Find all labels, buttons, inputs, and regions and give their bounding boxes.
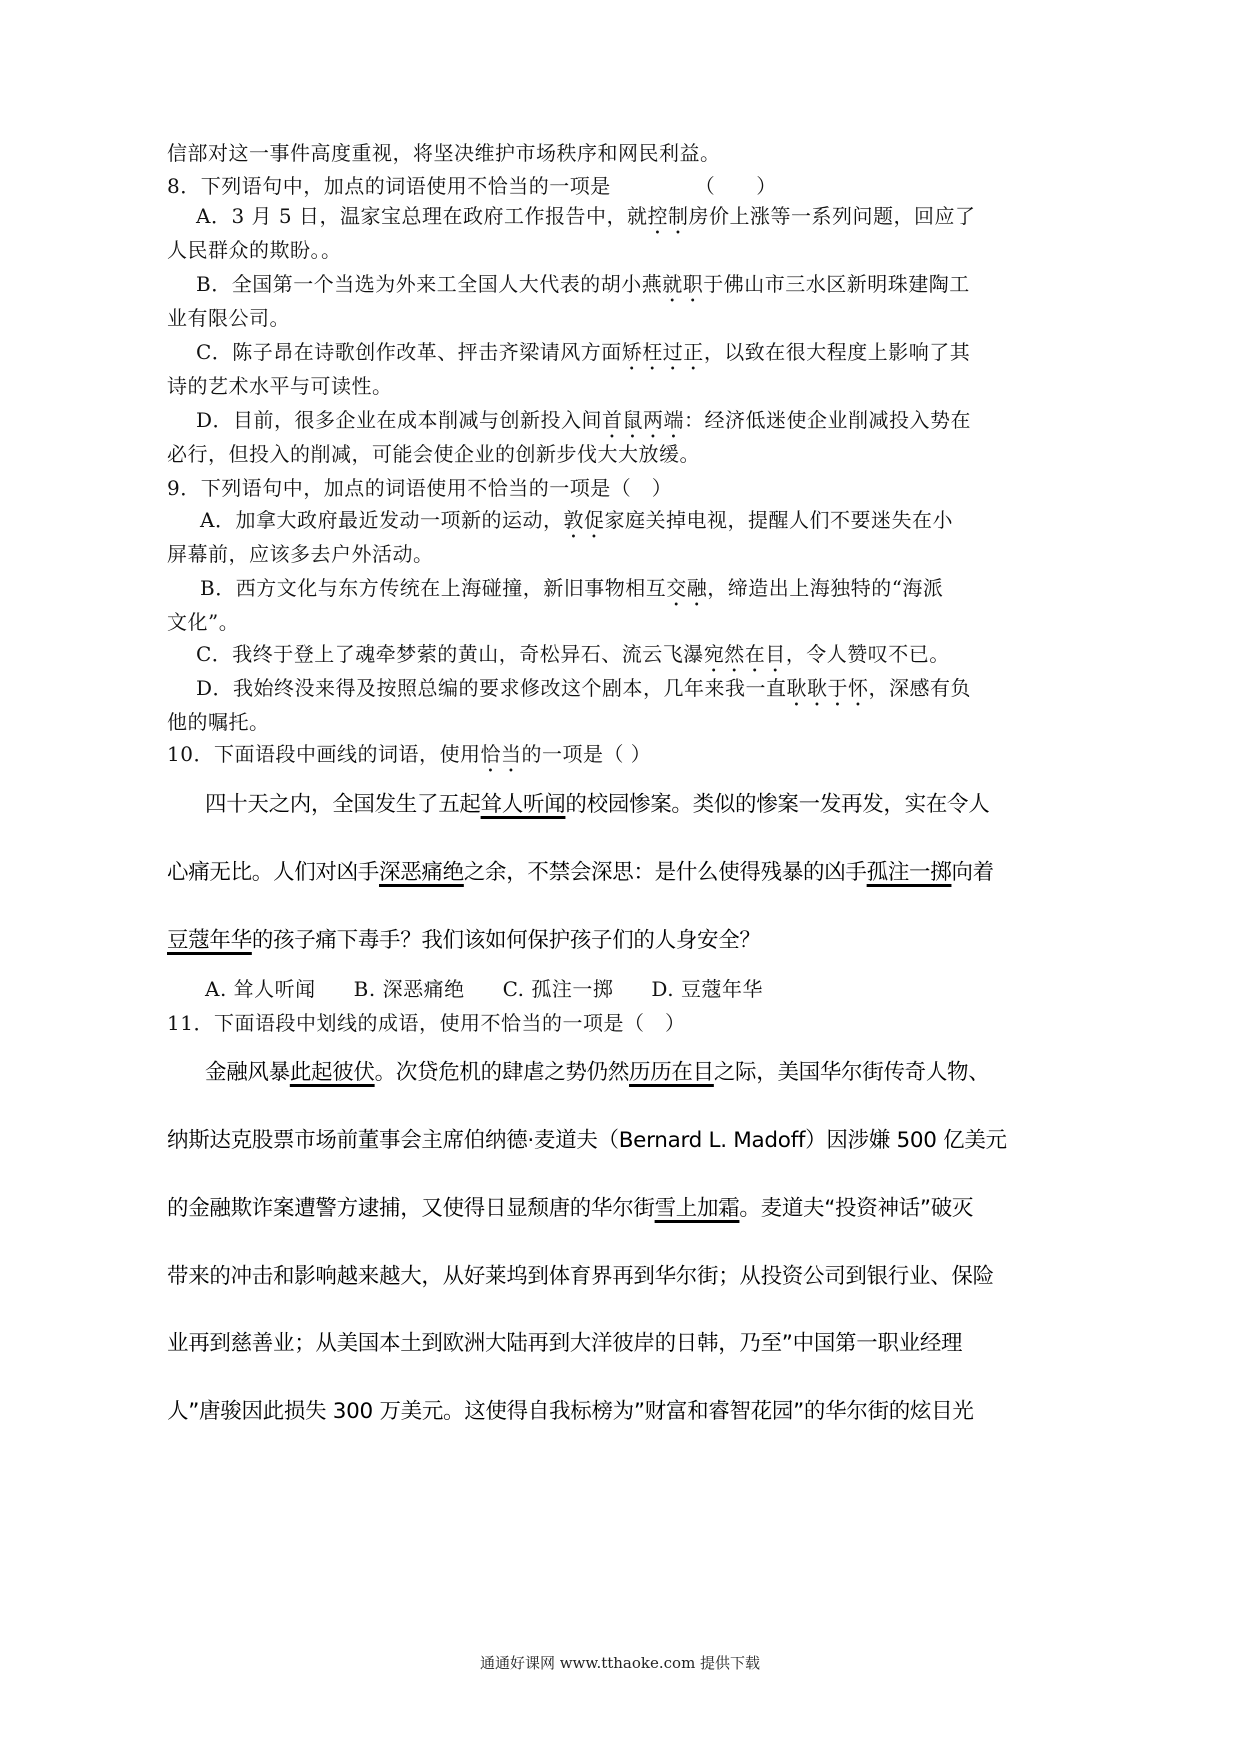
- option-text: ，以致在很大程度上影响了其: [703, 340, 971, 364]
- option-text: ，深感有负: [868, 676, 972, 700]
- option-text: A．加拿大政府最近发动一项新的运动，: [200, 508, 564, 532]
- option-d: D. 豆蔻年华: [651, 977, 763, 1001]
- intro-tail-line: 信部对这一事件高度重视，将坚决维护市场秩序和网民利益。: [167, 141, 721, 165]
- option-b: B. 深恶痛绝: [353, 977, 465, 1001]
- stem-text: 10．下面语段中画线的词语，使用: [167, 742, 481, 766]
- q10-options: [205, 977, 763, 1001]
- dotted-word: 矫枉过正: [621, 340, 704, 364]
- q11-passage-line-1: [205, 1061, 989, 1085]
- underlined-word: 深恶痛绝: [379, 860, 464, 885]
- q8-option-a: [196, 204, 975, 239]
- passage-text: 向着: [951, 860, 994, 885]
- q9-option-b-cont: 文化”。: [167, 610, 240, 634]
- option-text: ：经济低迷使企业削减投入势在: [684, 408, 972, 432]
- q10-passage-line-3: [167, 929, 761, 953]
- underlined-word: 雪上加霜: [654, 1196, 740, 1221]
- dotted-word: 敦促: [563, 508, 605, 532]
- q9-option-b: [200, 576, 943, 611]
- option-text: 于佛山市三水区新明珠建陶工: [703, 272, 970, 296]
- dotted-word: 就职: [662, 272, 704, 296]
- q8-option-c: [196, 340, 970, 375]
- underlined-word: 历历在目: [629, 1060, 714, 1085]
- q9-option-a-cont: 屏幕前，应该多去户外活动。: [167, 542, 434, 566]
- q8-option-a-cont: 人民群众的欺盼。。: [167, 238, 342, 262]
- q9-option-d-cont: 他的嘱托。: [167, 710, 270, 734]
- q11-passage-line-5: 业再到慈善业；从美国本土到欧洲大陆再到大洋彼岸的日韩，乃至”中国第一职业经理: [167, 1331, 963, 1356]
- underlined-word: 此起彼伏: [289, 1060, 375, 1085]
- stem-text: 的一项是（ ）: [521, 742, 652, 766]
- passage-text: 心痛无比。人们对凶手: [167, 860, 380, 885]
- q9-option-c: [196, 642, 950, 677]
- option-text: A．3 月 5 日，温家宝总理在政府工作报告中，就: [196, 204, 648, 228]
- underlined-word: 豆蔻年华: [167, 928, 252, 953]
- q8-option-b: [196, 272, 970, 307]
- passage-text: 的校园惨案。类似的惨案一发再发，实在令人: [565, 792, 990, 817]
- dotted-word: 首鼠两端: [602, 408, 685, 432]
- option-text: D．我始终没来得及按照总编的要求修改这个剧本，几年来我一直: [196, 676, 787, 700]
- passage-text: 四十天之内，全国发生了五起: [205, 792, 481, 817]
- q11-passage-line-2: 纳斯达克股票市场前董事会主席伯纳德·麦道夫（Bernard L. Madoff）因涉嫌 500 亿美元: [167, 1128, 1007, 1153]
- option-a: A. 耸人听闻: [205, 977, 316, 1001]
- q8-option-d: [196, 408, 971, 443]
- q8-option-c-cont: 诗的艺术水平与可读性。: [167, 374, 393, 398]
- passage-text: 。麦道夫“投资神话”破灭: [739, 1196, 974, 1221]
- passage-text: 的金融欺诈案遭警方逮捕，又使得日显颓唐的华尔街: [167, 1196, 655, 1221]
- option-text: B．西方文化与东方传统在上海碰撞，新旧事物相互: [200, 576, 667, 600]
- passage-text: 。次贷危机的肆虐之势仍然: [374, 1060, 630, 1085]
- dotted-word: 恰当: [480, 742, 522, 766]
- question-8-text: 8．下列语句中，加点的词语使用不恰当的一项是: [167, 174, 611, 198]
- question-8-stem: [167, 174, 777, 198]
- option-text: ，令人赞叹不已。: [785, 642, 950, 666]
- q11-passage-line-6: 人”唐骏因此损失 300 万美元。这使得自我标榜为”财富和睿智花园”的华尔街的炫目光: [167, 1399, 974, 1424]
- question-11-stem: 11．下面语段中划线的成语，使用不恰当的一项是（ ）: [167, 1011, 686, 1035]
- passage-text: 之余，不禁会深思：是什么使得残暴的凶手: [463, 860, 867, 885]
- option-text: 家庭关掉电视，提醒人们不要迷失在小: [604, 508, 953, 532]
- dotted-word: 宛然在目: [703, 642, 786, 666]
- passage-text: 金融风暴: [205, 1060, 290, 1085]
- page-footer: 通通好课网 www.tthaoke.com 提供下载: [479, 1654, 761, 1672]
- option-text: C．陈子昂在诗歌创作改革、抨击齐梁请风方面: [196, 340, 622, 364]
- q11-passage-line-3: [167, 1197, 973, 1221]
- answer-blank: （ ）: [694, 174, 777, 198]
- underlined-word: 孤注一掷: [866, 860, 952, 885]
- option-text: D．目前，很多企业在成本削减与创新投入间: [196, 408, 603, 432]
- q11-passage-line-4: 带来的冲击和影响越来越大，从好莱坞到体育界再到华尔街；从投资公司到银行业、保险: [167, 1264, 994, 1289]
- q8-option-b-cont: 业有限公司。: [167, 306, 290, 330]
- passage-text: 之际，美国华尔街传奇人物、: [713, 1060, 990, 1085]
- passage-text: 的孩子痛下毒手？我们该如何保护孩子们的人身安全？: [251, 928, 761, 953]
- option-text: C．我终于登上了魂牵梦萦的黄山，奇松异石、流云飞瀑: [196, 642, 704, 666]
- dotted-word: 交融: [666, 576, 708, 600]
- dotted-word: 控制: [647, 204, 689, 228]
- option-c: C. 孤注一掷: [502, 977, 614, 1001]
- option-text: 房价上涨等一系列问题，回应了: [688, 204, 976, 228]
- q9-option-d: [196, 676, 971, 711]
- option-text: ，缔造出上海独特的“海派: [707, 576, 944, 600]
- q10-passage-line-2: [167, 861, 994, 885]
- underlined-word: 耸人听闻: [480, 792, 566, 817]
- dotted-word: 耿耿于怀: [786, 676, 869, 700]
- q8-option-d-cont: 必行，但投入的削减，可能会使企业的创新步伐大大放缓。: [167, 442, 700, 466]
- question-9-stem: 9．下列语句中，加点的词语使用不恰当的一项是（ ）: [167, 476, 673, 500]
- option-text: B．全国第一个当选为外来工全国人大代表的胡小燕: [196, 272, 663, 296]
- q9-option-a: [200, 508, 953, 543]
- q10-passage-line-1: [205, 793, 989, 817]
- question-10-stem: [167, 742, 651, 777]
